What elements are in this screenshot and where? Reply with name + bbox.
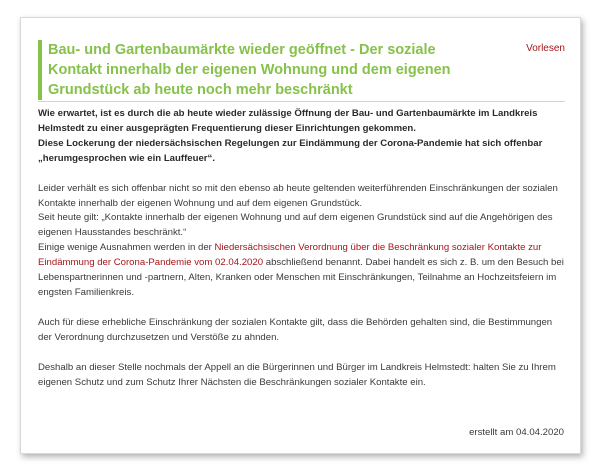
regulation-link[interactable]: Niedersächsischen Verordnung über die Beschränkung sozialer Kontakte zur Eindämmung der Corona-Pandemie vom 02.04.2020: [38, 242, 542, 269]
lead-paragraph-2: Diese Lockerung der niedersächsischen Regelungen zur Eindämmung der Corona-Pandemie hat sich offenbar „herumgesprochen wie ein Lauffeuer“.: [38, 137, 543, 164]
lead-paragraph-1: Wie erwartet, ist es durch die ab heute wieder zulässige Öffnung der Bau- und Gartenbaumärkte im Landkreis Helmstedt zu einer ausgeprägten Frequentierung dieser Einrichtungen gekommen.: [38, 108, 538, 134]
created-date: erstellt am 04.04.2020: [469, 427, 564, 438]
paragraph-appeal: Deshalb an dieser Stelle nochmals der Appell an die Bürgerinnen und Bürger im Landkreis Helmstedt: halten Sie zu Ihrem eigenen Schutz und zum Schutz Ihrer Nächsten die Beschränkungen sozialer Kontakte ein.: [38, 361, 556, 388]
exceptions-text-after: abschließend benannt. Dabei handelt es sich z. B. um den Besuch bei Lebenspartnerinnen und -partnern, Alten, Kranken oder Menschen mit Einschränkungen, Teilnahme an Hochzeitsfeiern im engsten Familienkreis.: [38, 257, 564, 298]
paragraph-restriction-intro: Leider verhält es sich offenbar nicht so mit den ebenso ab heute geltenden weiterführenden Einschränkungen der sozialen Kontakte innerhalb der eigenen Wohnung und auf dem eigenen Grundstück.: [38, 182, 558, 209]
paragraph-exceptions: [38, 241, 568, 301]
article-body: [38, 107, 568, 391]
paragraph-enforcement: Auch für diese erhebliche Einschränkung der sozialen Kontakte gilt, dass die Behörden gehalten sind, die Bestimmungen der Verordnung durchzusetzen und Verstöße zu ahnden.: [38, 316, 553, 343]
exceptions-text-before: Einige wenige Ausnahmen werden in der: [38, 242, 215, 254]
read-aloud-link[interactable]: Vorlesen: [526, 43, 565, 54]
title-divider: [38, 101, 565, 102]
article-title: Bau- und Gartenbaumärkte wieder geöffnet - Der soziale Kontakt innerhalb der eigenen Wohnung und dem eigenen Grundstück ab heute noch mehr beschränkt: [38, 40, 488, 100]
paragraph-rule-quote: Seit heute gilt: „Kontakte innerhalb der eigenen Wohnung und auf dem eigenen Grundstück sind auf die Angehörigen des eigenen Hausstandes beschränkt.“: [38, 212, 553, 239]
article-card: [20, 17, 581, 454]
